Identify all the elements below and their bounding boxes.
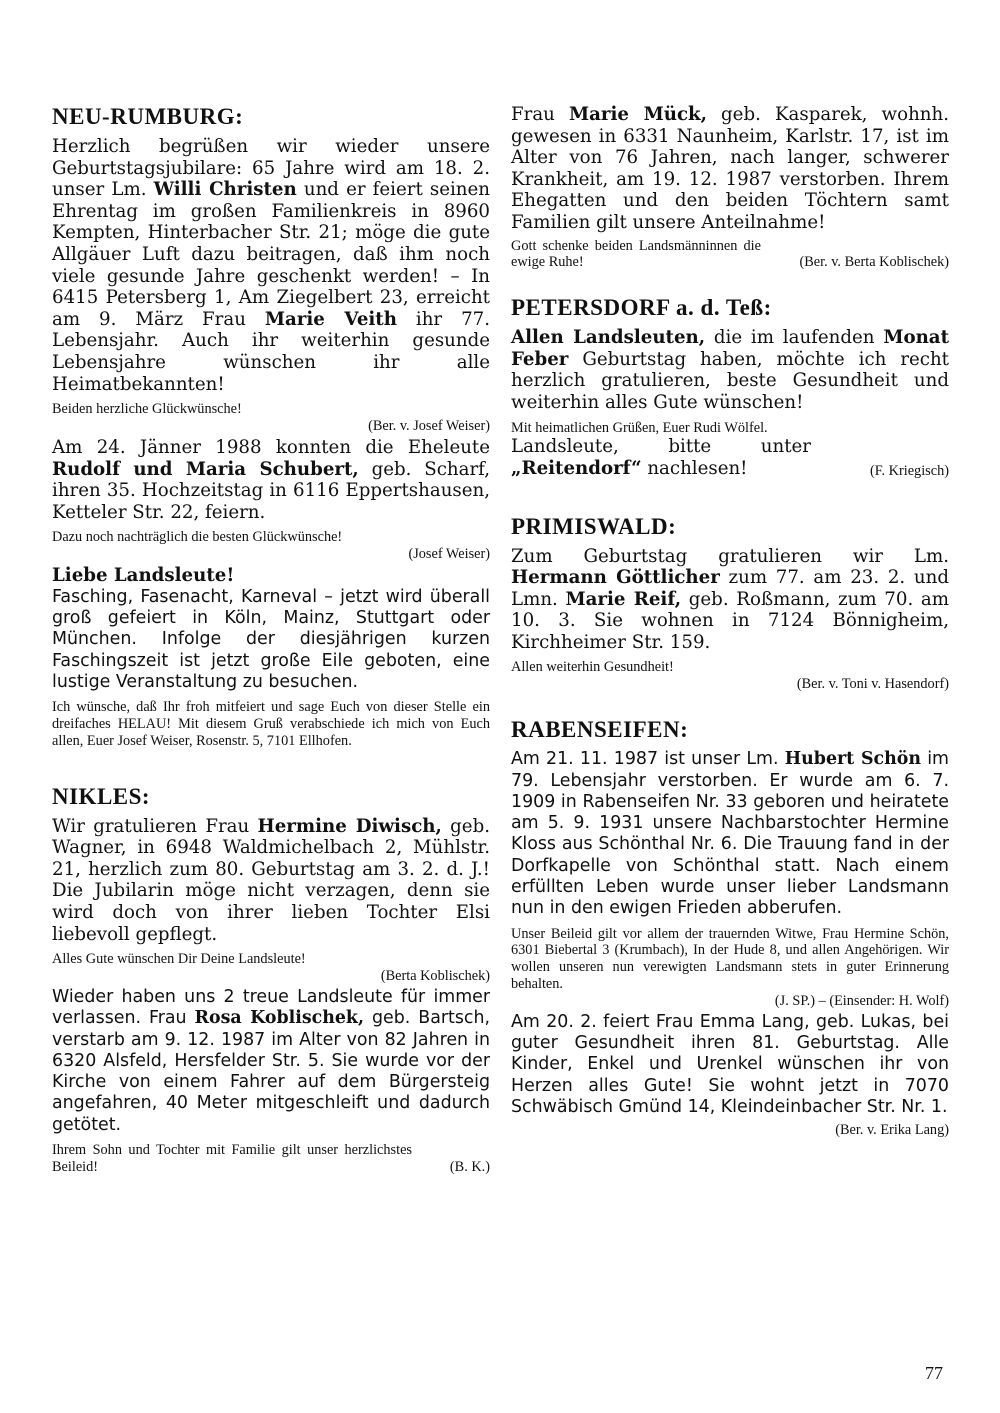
left-column	[52, 104, 490, 1176]
person-name: Monat Feber	[511, 327, 949, 370]
village-ref: „Reitendorf“	[511, 457, 642, 479]
note: Dazu noch nachträglich die besten Glückwünsche!	[52, 529, 343, 546]
paragraph: Am 20. 2. feiert Frau Emma Lang, geb. Lukas, bei guter Gesundheit ihren 81. Geburtstag. Alle Kinder, Enkel und Urenkel wünschen ihr von Herzen alles Gute! Sie wohnt jetzt in 7070 Schwäbisch Gmünd 14, Kleindeinbacher Str. Nr. 1.	[511, 1011, 949, 1118]
text: geb. Bartsch, verstarb am 9. 12. 1987 im Alter von 82 Jahren in 6320 Alsfeld, Hersfelder Str. 5. Sie wurde vor der Kirche von einem Fahrer auf dem Bürgersteig angefahren, 40 Meter mitgeschleift und dadurch getötet.	[52, 1008, 491, 1135]
right-column	[511, 104, 949, 1141]
signature: (Ber. v. Erika Lang)	[835, 1122, 949, 1139]
text: geb. Roßmann, zum 70. am 10. 3. Sie wohnen in 7124 Bönnigheim, Kirchheimer Str. 159.	[511, 588, 949, 653]
section-heading: NEU-RUMBURG:	[52, 104, 244, 129]
text: Am 21. 11. 1987 ist unser Lm.	[511, 749, 785, 770]
signature: (Ber. v. Josef Weiser)	[368, 417, 490, 434]
text: geb. Kasparek, wohnh. gewesen in 6331 Naunheim, Karlstr. 17, ist im Alter von 76 Jahren, nach langer, schwerer Krankheit, am 19. 12. 1987 verstorben. Ihrem Ehegatten und den beiden Töchtern samt Familien gilt unsere Anteilnahme!	[511, 104, 949, 233]
note: Unser Beileid gilt vor allem der trauernden Witwe, Frau Hermine Schön, 6301 Biebertal 3 (Krumbach), In der Hude 8, und allen Angehörigen. Wir wollen unseren nun verewigten Landsmann stets in guter Erinnerung behalten.	[511, 925, 949, 993]
person-name: Allen Landsleuten,	[511, 327, 706, 349]
section-primiswald	[511, 514, 949, 694]
person-name: Marie Reif,	[565, 588, 682, 610]
text: Frau	[511, 104, 569, 125]
sub-heading: Liebe Landsleute!	[52, 565, 235, 587]
paragraph	[511, 546, 949, 654]
signature: (Ber. v. Berta Koblischek)	[799, 254, 949, 271]
paragraph	[52, 437, 490, 523]
person-name: Hubert Schön	[784, 749, 921, 770]
section-petersdorf	[511, 295, 949, 479]
section-heading: RABENSEIFEN:	[511, 717, 689, 743]
text: ihr 77. Lebensjahr. Auch ihr weiterhin gesunde Lebensjahre wünschen ihr alle Heimatbekannten!	[52, 308, 491, 395]
note: Ihrem Sohn und Tochter mit Familie gilt unser herzlichstes Beileid!	[52, 1142, 412, 1175]
signature: (Josef Weiser)	[408, 546, 490, 563]
text: und er feiert seinen Ehrentag im großen Familienkreis in 8960 Kempten, Hinterbacher Str. 21; möge die gute Allgäuer Luft dazu beitragen, daß ihm noch viele gesunde Jahre geschenkt werden! – In 6415 Petersberg 1, Am Ziegelbert 23, erreicht am 9. März Frau	[52, 179, 491, 330]
text: Am 24. Jänner 1988 konnten die Eheleute	[52, 436, 490, 458]
person-name: Willi Christen	[153, 179, 297, 201]
text: geb. Scharf, ihren 35. Hochzeitstag in 6116 Eppertshausen, Ketteler Str. 22, feiern.	[52, 458, 490, 523]
signature: (J. SP.) – (Einsender: H. Wolf)	[774, 992, 949, 1009]
paragraph	[511, 436, 811, 479]
section-neu-rumburg	[52, 104, 490, 750]
paragraph	[511, 327, 949, 413]
text: Landsleute, bitte unter	[511, 436, 811, 458]
person-name: Rudolf und Maria Schubert,	[52, 458, 359, 480]
paragraph	[52, 136, 490, 395]
note: Ich wünsche, daß Ihr froh mitfeiert und sage Euch von dieser Stelle ein dreifaches HELAU! Mit diesem Gruß verabschiede ich mich von Euch allen, Euer Josef Weiser, Rosenstr. 5, 7101 Ellhofen.	[52, 699, 490, 749]
signature: (Berta Koblischek)	[380, 967, 490, 984]
paragraph: Fasching, Fasenacht, Karneval – jetzt wird überall groß gefeiert in Köln, Mainz, Stuttgart oder München. Infolge der diesjährigen kurzen Faschingszeit ist jetzt große Eile geboten, eine lustige Veranstaltung zu besuchen.	[52, 586, 490, 692]
text: im 79. Lebensjahr verstorben. Er wurde am 6. 7. 1909 in Rabenseifen Nr. 33 geboren und heiratete am 5. 9. 1931 unsere Nachbarstochter Hermine Kloss aus Schönthal Nr. 6. Die Trauung fand in der Dorfkapelle von Schönthal statt. Nach einem erfüllten Leben wurde unser lieber Landsmann nun in den ewigen Frieden abberufen.	[511, 749, 949, 919]
section-nikles	[52, 784, 490, 1176]
text: nachlesen!	[641, 457, 748, 479]
paragraph	[511, 104, 949, 234]
note-row	[511, 238, 949, 272]
note: Mit heimatlichen Grüßen, Euer Rudi Wölfel.	[511, 419, 768, 436]
signature: (Ber. v. Toni v. Hasendorf)	[796, 676, 949, 693]
section-rabenseifen	[511, 717, 949, 1139]
signature: (F. Kriegisch)	[869, 462, 949, 479]
person-name: Hermine Diwisch,	[257, 815, 442, 837]
text: Geburtstag haben, möchte ich recht herzlich gratulieren, beste Gesundheit und weiterhin alles Gute wünschen!	[511, 348, 949, 413]
text: die im laufenden	[705, 327, 884, 349]
note: Alles Gute wünschen Dir Deine Landsleute!	[52, 951, 306, 968]
person-name: Hermann Göttlicher	[511, 567, 720, 589]
note-row	[52, 1142, 490, 1176]
note: Gott schenke beiden Landsmänninnen die ewige Ruhe!	[511, 237, 761, 271]
text: Wir gratulieren Frau	[52, 815, 258, 837]
section-heading: PETERSDORF a. d. Teß:	[511, 295, 772, 321]
person-name: Marie Veith	[264, 308, 397, 330]
signature: (B. K.)	[449, 1158, 490, 1175]
paragraph	[52, 987, 490, 1136]
person-name: Rosa Koblischek,	[194, 1008, 365, 1029]
page-number: 77	[925, 1363, 943, 1383]
person-name: Marie Mück,	[568, 104, 707, 125]
text: Herzlich begrüßen wir wieder unsere Geburtstagsjubilare: 65 Jahre wird am 18. 2. unser Lm.	[52, 136, 490, 201]
text: geb. Wagner, in 6948 Waldmichelbach 2, Mühlstr. 21, herzlich zum 80. Geburtstag am 3. 2. d. J.! Die Jubilarin möge nicht verzagen, denn sie wird doch von ihrer lieben Tochter Elsi liebevoll gepflegt.	[52, 815, 490, 945]
section-heading: NIKLES:	[52, 783, 151, 809]
text: Wieder haben uns 2 treue Landsleute für immer verlassen. Frau	[52, 986, 490, 1029]
section-continuation	[511, 104, 949, 271]
note: Allen weiterhin Gesundheit!	[511, 659, 674, 676]
paragraph	[511, 749, 949, 919]
note-row	[511, 436, 949, 479]
section-heading: PRIMISWALD:	[511, 513, 677, 539]
paragraph	[52, 816, 490, 946]
text: zum 77. am 23. 2. und Lmn.	[511, 567, 949, 610]
text: Zum Geburtstag gratulieren wir Lm.	[511, 545, 949, 567]
note: Beiden herzliche Glückwünsche!	[52, 401, 242, 418]
